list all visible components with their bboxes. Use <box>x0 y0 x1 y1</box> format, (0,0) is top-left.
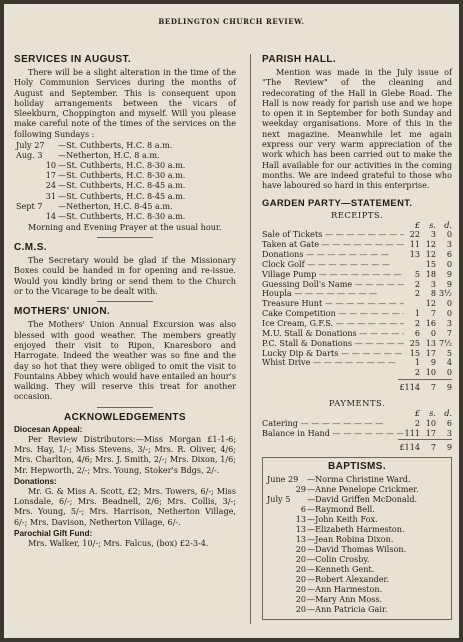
receipt-pounds: 2 <box>414 318 420 328</box>
baptism-entry <box>267 544 447 554</box>
baptism-entry <box>267 564 447 574</box>
baptism-date: 6 <box>300 504 306 515</box>
shillings-header: s. <box>429 407 436 418</box>
receipt-item: Donations — — — <box>262 250 404 260</box>
payment-item: Catering — — — <box>262 419 404 429</box>
baptism-name: —Elizabeth Harmeston. <box>307 524 405 535</box>
receipt-pounds: 25 <box>409 337 420 348</box>
receipt-shillings: 0 <box>430 327 436 338</box>
schedule-text: —St. Cuthberts, H.C. 8-45 a.m. <box>58 180 186 191</box>
schedule-text: —Netherton, H.C. 8-45 a.m. <box>58 200 173 211</box>
receipts-total-pounds: £114 <box>399 382 420 393</box>
schedule-row <box>14 160 236 170</box>
receipt-row <box>262 329 452 339</box>
receipt-pounds: 2 <box>414 288 420 299</box>
schedule-date: 24 <box>45 180 56 191</box>
receipt-pence: 7 <box>446 327 452 338</box>
baptism-entry <box>267 534 447 544</box>
receipt-pence: 0 <box>446 367 452 378</box>
receipt-row <box>262 339 452 349</box>
right-column <box>262 54 452 634</box>
schedule-text: —St. Cuthberts, H.C. 8-30 a.m. <box>58 210 186 221</box>
receipt-pence: 9 <box>446 278 452 289</box>
receipt-row <box>262 240 452 250</box>
receipt-pence: 6 <box>446 249 452 260</box>
receipt-shillings: 3 <box>430 278 436 289</box>
diocesan-appeal-body: Per Review Distributors:—Miss Morgan £1-1-6; Mrs. Hay, 1/-; Miss Stevens, 3/-; Mrs. R. Oliver, 4/6; Mrs. Charlton, 4/6; Mrs. J. Smith, 2/-; Mrs. Dixon, 1/6; Mr. Hepworth, 2/-; Mrs. Young, Stoker's Bdgs, 2/-. <box>14 433 236 475</box>
currency-header <box>262 221 452 231</box>
receipt-shillings: 8 <box>430 288 436 299</box>
receipt-pence: 3 <box>446 239 452 250</box>
schedule-text: —St. Cuthberts, H.C. 8-45 a.m. <box>58 190 186 201</box>
baptism-date: 20 <box>295 554 306 565</box>
baptism-entry <box>267 594 447 604</box>
payments-title: PAYMENTS. <box>328 397 386 408</box>
baptism-entry <box>267 484 447 494</box>
pounds-header: £ <box>414 407 420 418</box>
schedule-text: —Netherton, H.C. 8 a.m. <box>58 150 160 161</box>
receipt-pence: 0 <box>446 298 452 309</box>
payment-pence: 3 <box>446 427 452 438</box>
mothers-union-title: MOTHERS' UNION. <box>14 306 111 318</box>
donations-body: Mr. G. & Miss A. Scott, £2; Mrs. Towers, 6/-; Miss Lonsdale, 6/-; Mrs. Beadnell, 2/6; Mrs. Collis, 3/-; Mrs. Young, 5/-; Mrs. Harrison, Netherton Village, 6/-; Mrs. Davison, Netherton Village, 6/-. <box>14 485 236 527</box>
payment-pounds: 2 <box>414 417 420 428</box>
receipt-item: Treasure Hunt — — — <box>262 299 404 309</box>
running-head: BEDLINGTON CHURCH REVIEW. <box>158 17 305 26</box>
receipt-pounds: 2 <box>414 367 420 378</box>
receipt-pounds: 22 <box>409 229 420 240</box>
receipt-pence: 3½ <box>439 288 452 299</box>
receipts-title: RECEIPTS. <box>330 209 384 220</box>
services-intro: There will be a slight alteration in the time of the Holy Communion Services during the months of August and September. This is consequent upon holiday arrangements between the vicars of Sleekburn, Choppington and myself. Will you please make careful note of the times of the services on the following Sundays : <box>14 67 236 139</box>
receipt-row <box>262 270 452 280</box>
payments-total-shillings: 7 <box>430 442 436 453</box>
receipt-pence: 7½ <box>439 337 452 348</box>
gift-fund-title: Parochial Gift Fund: <box>14 529 93 539</box>
receipt-pounds: 5 <box>414 268 420 279</box>
payment-shillings: 10 <box>425 417 436 428</box>
receipt-shillings: 7 <box>430 308 436 319</box>
baptism-entry <box>267 584 447 594</box>
receipt-shillings: 17 <box>425 347 436 358</box>
baptism-entry <box>267 524 447 534</box>
parish-hall-title: PARISH HALL. <box>262 54 337 65</box>
services-footer: Morning and Evening Prayer at the usual hour. <box>28 221 222 232</box>
receipt-shillings: 12 <box>425 239 436 250</box>
receipt-pence: 9 <box>446 268 452 279</box>
baptism-entry <box>267 474 447 484</box>
payments-total-pence: 9 <box>446 442 452 453</box>
baptism-entry <box>267 604 447 614</box>
receipt-item: Whist Drive — — — <box>262 358 404 368</box>
receipt-item: Cake Competition — — — <box>262 309 404 319</box>
baptism-name: —Mary Ann Moss. <box>307 594 383 605</box>
receipt-shillings: 15 <box>425 258 436 269</box>
cms-body: The Secretary would be glad if the Missionary Boxes could be handed in for opening and re-issue. Would you kindly bring or send them to the Church or to the Vicarage to be dealt with. <box>14 255 236 297</box>
receipt-item: M.U. Stall & Donations — — — <box>262 329 404 339</box>
acknowledgements-title: ACKNOWLEDGEMENTS <box>64 411 186 423</box>
baptisms-list <box>267 474 447 614</box>
donations-title: Donations: <box>14 476 57 486</box>
receipt-pounds: 1 <box>414 357 420 368</box>
receipt-row <box>262 309 452 319</box>
receipt-pence: 0 <box>446 308 452 319</box>
payment-row <box>262 419 452 429</box>
schedule-date: 10 <box>45 160 56 171</box>
services-schedule <box>14 140 236 221</box>
schedule-date: 14 <box>45 210 56 221</box>
receipt-rows <box>262 230 452 378</box>
section-divider <box>97 407 153 408</box>
receipt-pounds: 11 <box>409 239 420 250</box>
payment-row <box>262 429 452 439</box>
magazine-page <box>4 4 459 638</box>
baptism-date: 13 <box>295 514 306 525</box>
receipt-row <box>262 230 452 240</box>
baptism-date: 20 <box>295 544 306 555</box>
schedule-text: —St. Cuthberts, H.C. 8-30 a.m. <box>58 160 186 171</box>
schedule-row <box>14 211 236 221</box>
schedule-row <box>14 201 236 211</box>
receipt-shillings: 3 <box>430 229 436 240</box>
receipt-item: P.C. Stall & Donations — — — <box>262 339 404 349</box>
receipt-pounds: 13 <box>409 249 420 260</box>
receipt-pence: 5 <box>446 347 452 358</box>
receipt-item: Houpla — — — <box>262 289 404 299</box>
receipt-row <box>262 299 452 309</box>
receipt-pence: 3 <box>446 318 452 328</box>
payment-item: Balance in Hand — — — <box>262 429 404 439</box>
section-divider <box>97 237 153 238</box>
receipt-item: Village Pump — — — <box>262 270 404 280</box>
receipt-item: Sale of Tickets — — — <box>262 230 404 240</box>
pence-header: d. <box>444 219 452 230</box>
schedule-date: 17 <box>45 170 56 181</box>
schedule-row <box>14 191 236 201</box>
baptism-date: 13 <box>295 524 306 535</box>
schedule-date: July 27 <box>16 140 45 151</box>
payment-pence: 6 <box>446 417 452 428</box>
baptism-name: —Kenneth Gent. <box>307 564 375 575</box>
receipt-pounds: 2 <box>414 278 420 289</box>
receipt-item: Clock Golf — — — <box>262 260 404 270</box>
receipt-shillings: 12 <box>425 249 436 260</box>
payment-shillings: 17 <box>425 427 436 438</box>
section-divider <box>97 301 153 302</box>
receipt-row <box>262 260 452 270</box>
receipt-item: Taken at Gate — — — <box>262 240 404 250</box>
receipt-pounds: 1 <box>414 308 420 319</box>
payments-total-row <box>262 443 452 453</box>
baptism-entry <box>267 574 447 584</box>
baptism-name: —Jean Robina Dixon. <box>307 534 394 545</box>
schedule-text: —St. Cuthberts, H.C. 8 a.m. <box>58 140 173 151</box>
baptism-entry <box>267 494 447 504</box>
baptism-name: —Anne Penelope Crickmer. <box>307 484 419 495</box>
baptism-name: —Colin Crosby. <box>307 554 370 565</box>
baptism-date: 13 <box>295 534 306 545</box>
receipt-row <box>262 349 452 359</box>
receipt-pounds: 15 <box>409 347 420 358</box>
receipts-table <box>262 221 452 393</box>
currency-header <box>262 409 452 419</box>
baptism-name: —David Griffen McDonald. <box>307 494 418 505</box>
baptism-name: —Robert Alexander. <box>307 574 390 585</box>
receipts-total-shillings: 7 <box>430 382 436 393</box>
baptisms-title: BAPTISMS. <box>327 461 387 473</box>
receipt-row <box>262 289 452 299</box>
mothers-union-body: The Mothers' Union Annual Excursion was also blessed with good weather. The members greatly enjoyed their visit to Ripon, Knaresboro and Harrogate. Indeed the weather was so fine and the day so hot that they were obliged to omit the visit to Fountains Abbey which would have entailed an hour's walking. They will reserve this treat for another occasion. <box>14 319 236 402</box>
baptism-date: June 29 <box>267 474 299 485</box>
baptism-date: 29 <box>295 484 306 495</box>
receipt-item: Ice Cream, G.F.S. — — — <box>262 319 404 329</box>
shillings-header: s. <box>429 219 436 230</box>
baptism-name: —David Thomas Wilson. <box>307 544 407 555</box>
total-rule <box>398 379 452 380</box>
baptism-entry <box>267 504 447 514</box>
receipt-shillings: 12 <box>425 298 436 309</box>
payments-total-pounds: £114 <box>399 442 420 453</box>
schedule-text: —St. Cuthberts, H.C. 8-30 a.m. <box>58 170 186 181</box>
baptism-date: 20 <box>295 594 306 605</box>
baptism-name: —John Keith Fox. <box>307 514 378 525</box>
receipt-shillings: 18 <box>425 268 436 279</box>
schedule-date: Aug. 3 <box>16 150 43 161</box>
receipt-row <box>262 250 452 260</box>
baptism-date: July 5 <box>267 494 291 505</box>
pounds-header: £ <box>414 219 420 230</box>
receipt-row <box>262 280 452 290</box>
receipt-shillings: 9 <box>430 357 436 368</box>
pence-header: d. <box>444 407 452 418</box>
schedule-date: 31 <box>45 190 56 201</box>
receipt-pence: 0 <box>446 229 452 240</box>
receipt-pence: 4 <box>446 357 452 368</box>
schedule-row <box>14 180 236 190</box>
total-rule <box>398 439 452 440</box>
receipt-row <box>262 358 452 368</box>
cms-title: C.M.S. <box>14 242 47 254</box>
receipt-item: Lucky Dip & Darts — — — <box>262 349 404 359</box>
baptism-name: —Ann Patricia Gair. <box>307 604 388 615</box>
baptism-date: 20 <box>295 604 306 615</box>
left-column <box>14 54 236 634</box>
diocesan-appeal-title: Diocesan Appeal: <box>14 424 83 434</box>
receipt-shillings: 16 <box>425 318 436 328</box>
garden-party-title: GARDEN PARTY—STATEMENT. <box>262 196 413 208</box>
receipts-total-row <box>262 383 452 393</box>
schedule-row <box>14 150 236 160</box>
receipt-row <box>262 368 452 378</box>
baptisms-box <box>262 457 452 620</box>
baptism-name: —Norma Christine Ward. <box>307 474 411 485</box>
payment-pounds: 111 <box>404 427 420 438</box>
services-title: SERVICES IN AUGUST. <box>14 54 132 65</box>
baptism-name: —Raymond Bell. <box>307 504 375 515</box>
baptism-date: 20 <box>295 564 306 575</box>
payments-table <box>262 409 452 453</box>
baptism-date: 20 <box>295 584 306 595</box>
schedule-row <box>14 170 236 180</box>
receipt-pence: 0 <box>446 258 452 269</box>
baptism-date: 20 <box>295 574 306 585</box>
receipts-total-pence: 9 <box>446 382 452 393</box>
baptism-entry <box>267 554 447 564</box>
parish-hall-body: Mention was made in the July issue of "The Review" of the cleaning and redecorating of the Hall in Glebe Road. The Hall is now ready for parish use and we hope to open it in September for both Sunday and weekday organisations. More of this in the next magazine. Meanwhile let me again express our very warm appreciation of the work which has been carried out to make the Hall available for our activities in the coming months. We are indeed grateful to those who have laboured so hard in this enterprise. <box>262 67 452 191</box>
schedule-row <box>14 140 236 150</box>
schedule-date: Sept 7 <box>16 200 43 211</box>
gift-fund-body: Mrs. Walker, 10/-; Mrs. Falcus, (box) £2-3-4. <box>28 538 209 549</box>
baptism-name: —Ann Harmeston. <box>307 584 383 595</box>
receipt-shillings: 13 <box>425 337 436 348</box>
receipt-row <box>262 319 452 329</box>
receipt-item: Guessing Doll's Name — — — <box>262 280 404 290</box>
baptism-entry <box>267 514 447 524</box>
receipt-pounds: 6 <box>414 327 420 338</box>
column-divider <box>250 54 251 624</box>
receipt-shillings: 10 <box>425 367 436 378</box>
